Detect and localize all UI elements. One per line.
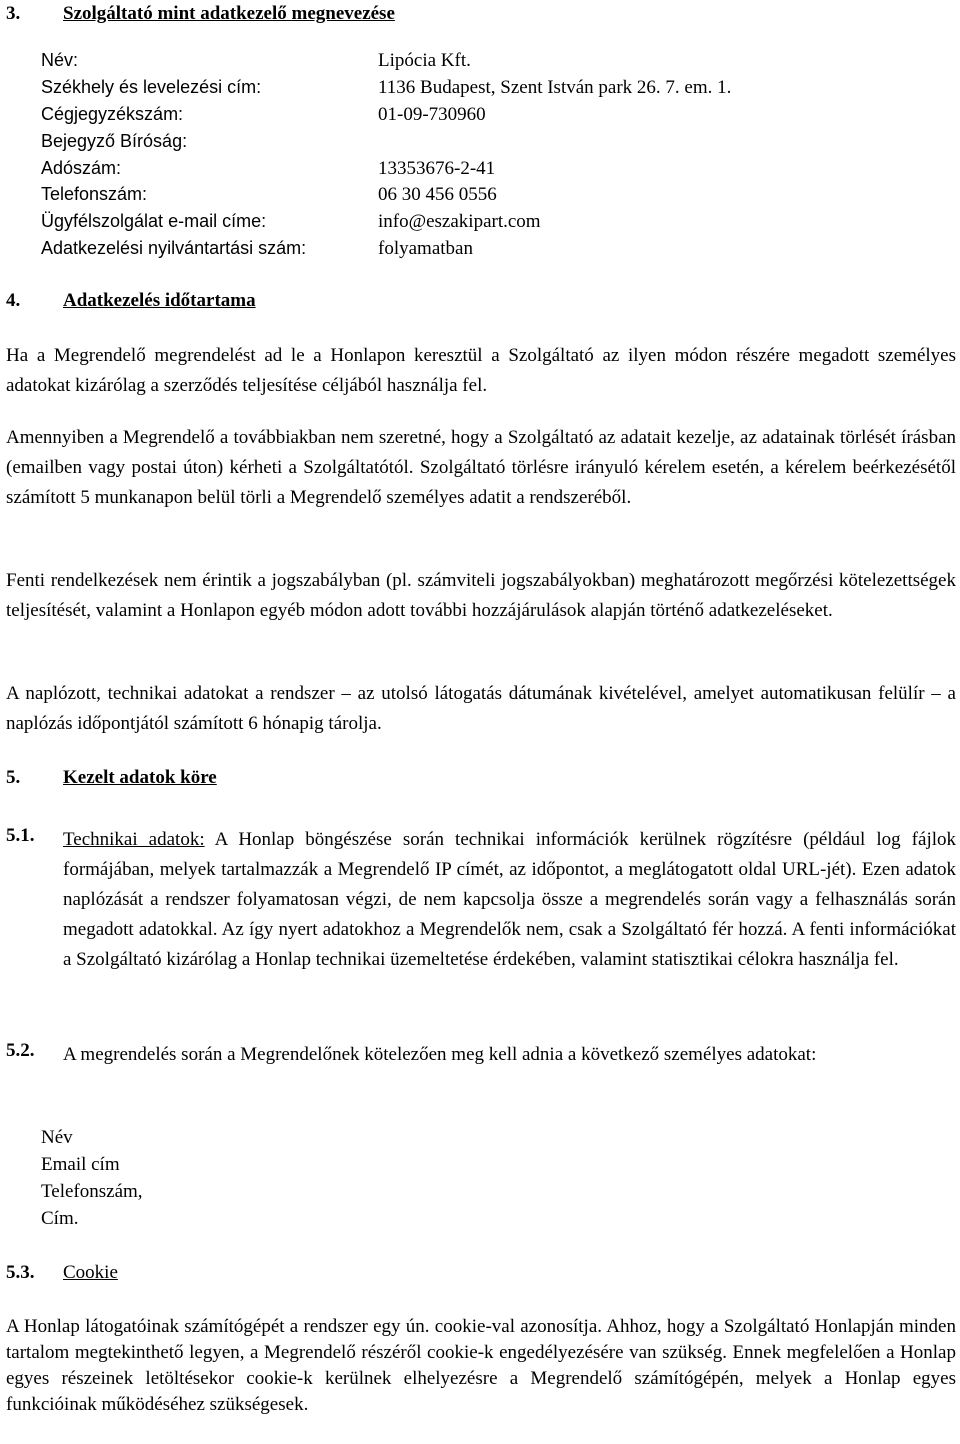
section-4-number: 4. xyxy=(6,290,21,311)
section-4-title: Adatkezelés időtartama xyxy=(63,290,256,311)
section-4-paragraph-4: A naplózott, technikai adatokat a rendszer – az utolsó látogatás dátumának kivételével, amelyet automatikusan felülír – a naplózás időpontjától számított 6 hónapig tárolja. xyxy=(6,683,956,734)
list-item: Név xyxy=(41,1127,73,1148)
required-data-list xyxy=(41,1124,143,1232)
section-5-number: 5. xyxy=(6,767,21,788)
info-value: Lipócia Kft. xyxy=(378,50,471,71)
info-key: Bejegyző Bíróság: xyxy=(41,131,188,151)
info-key: Ügyfélszolgálat e-mail címe: xyxy=(41,211,267,231)
info-key: Név: xyxy=(41,50,79,70)
section-5-heading xyxy=(6,767,217,789)
section-3-title: Szolgáltató mint adatkezelő megnevezése xyxy=(63,3,395,24)
info-value: 06 30 456 0556 xyxy=(378,184,497,205)
list-item: Cím. xyxy=(41,1208,79,1229)
info-value: 13353676-2-41 xyxy=(378,158,496,179)
subsection-5-2-text: A megrendelés során a Megrendelőnek kötelezően meg kell adnia a következő személyes adatokat: xyxy=(63,1044,817,1065)
info-key: Adószám: xyxy=(41,158,122,178)
info-key: Adatkezelési nyilvántartási szám: xyxy=(41,238,307,258)
subsection-5-3-title: Cookie xyxy=(63,1262,118,1283)
info-value: folyamatban xyxy=(378,238,473,259)
section-4-paragraph-2: Amennyiben a Megrendelő a továbbiakban nem szeretné, hogy a Szolgáltató az adatait kezelje, az adatainak törlését írásban (emailben vagy postai úton) kérheti a Szolgáltatótól. Szolgáltató törlésre irányuló kérelem esetén, a kérelem beérkezésétől számított 5 munkanapon belül törli a Megrendelő személyes adatit a rendszeréből. xyxy=(6,427,956,508)
subsection-5-2-number: 5.2. xyxy=(6,1040,35,1061)
subsection-5-3-number: 5.3. xyxy=(6,1262,35,1283)
technical-data-label: Technikai adatok: xyxy=(63,829,205,850)
subsection-5-1-body xyxy=(63,825,956,975)
section-5-title: Kezelt adatok köre xyxy=(63,767,217,788)
subsection-5-1-number: 5.1. xyxy=(6,825,35,846)
info-value: 1136 Budapest, Szent István park 26. 7. em. 1. xyxy=(378,77,732,98)
list-item: Telefonszám, xyxy=(41,1181,143,1202)
info-key: Székhely és levelezési cím: xyxy=(41,77,262,97)
technical-data-text: A Honlap böngészése során technikai információk kerülnek rögzítésre (például log fájlok formájában, melyek tartalmazzák a Megrendelő IP címét, az időpontot, a meglátogatott oldal URL-jét). Ezen adatok naplózását a rendszer folyamatosan végzi, de nem kapcsolja össze a megrendelés során vagy a felhasználás során megadott adatokkal. Az így nyert adatokhoz a Megrendelők nem, csak a Szolgáltató fér hozzá. A fenti információkat a Szolgáltató kizárólag a Honlap technikai üzemeltetése érdekében, valamint statisztikai célokra használja fel. xyxy=(63,829,957,970)
section-3-number: 3. xyxy=(6,3,21,24)
list-item: Email cím xyxy=(41,1154,120,1175)
section-3-heading xyxy=(6,3,395,25)
section-4-heading xyxy=(6,290,256,312)
info-key: Telefonszám: xyxy=(41,184,148,204)
section-4-paragraph-3: Fenti rendelkezések nem érintik a jogszabályban (pl. számviteli jogszabályokban) meghatározott megőrzési kötelezettségek teljesítését, valamint a Honlapon egyéb módon adott további hozzájárulások alapján történő adatkezeléseket. xyxy=(6,570,956,621)
info-key: Cégjegyzékszám: xyxy=(41,104,184,124)
cookie-paragraph: A Honlap látogatóinak számítógépét a rendszer egy ún. cookie-val azonosítja. Ahhoz, hogy a Szolgáltató Honlapján minden tartalom megtekinthető legyen, a Megrendelő részéről cookie-k engedélyezésére van szükség. Ennek megfelelően a Honlap egyes részeinek letöltésekor cookie-k kerülnek elhelyezésre a Megrendelő számítógépén, melyek a Honlap egyes funkcióinak működéséhez szükségesek. xyxy=(6,1316,956,1415)
info-value: info@eszakipart.com xyxy=(378,211,541,232)
info-value: 01-09-730960 xyxy=(378,104,486,125)
section-4-paragraph-1: Ha a Megrendelő megrendelést ad le a Honlapon keresztül a Szolgáltató az ilyen módon részére megadott személyes adatokat kizárólag a szerződés teljesítése céljából használja fel. xyxy=(6,345,956,396)
